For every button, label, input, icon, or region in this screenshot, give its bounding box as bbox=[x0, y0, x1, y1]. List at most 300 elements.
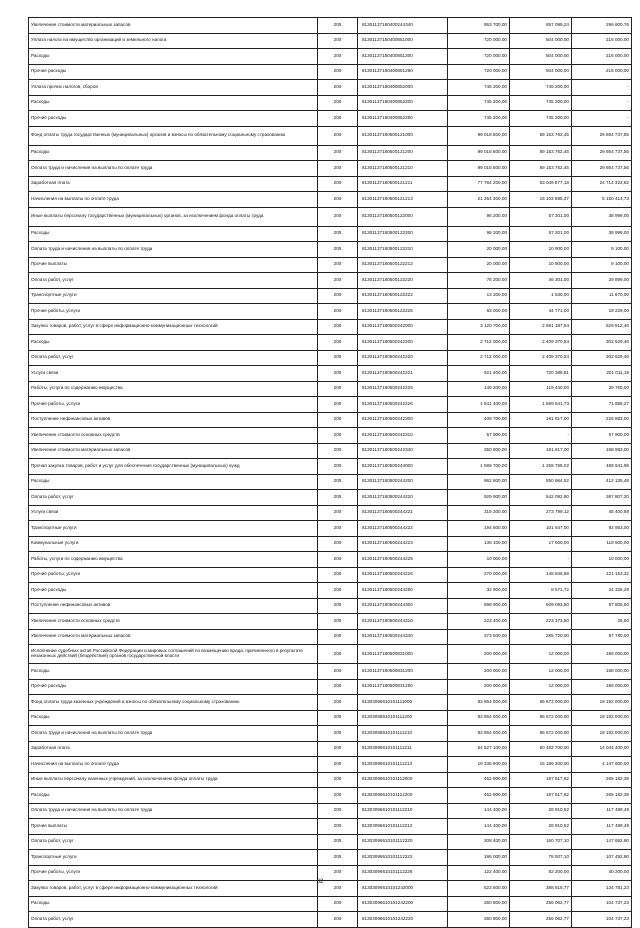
row-executed-amount: 57 201,00 bbox=[510, 207, 572, 226]
row-name: Иные выплаты персоналу казенных учреждений, за исключением фонда оплаты труда bbox=[29, 772, 318, 788]
row-name: Транспортные услуги bbox=[29, 521, 318, 537]
row-code: 200 bbox=[318, 850, 358, 866]
row-executed-amount: 223 373,50 bbox=[510, 614, 572, 630]
row-code: 200 bbox=[318, 192, 358, 208]
row-executed-amount: 160 707,10 bbox=[510, 834, 572, 850]
row-approved-amount: 99 018 500,00 bbox=[448, 161, 510, 177]
table-row bbox=[29, 335, 632, 351]
row-executed-amount: 1 569 541,73 bbox=[510, 397, 572, 413]
row-name: Заработная плата bbox=[29, 741, 318, 757]
row-executed-amount: 69 153 762,45 bbox=[510, 161, 572, 177]
row-approved-amount: 523 600,00 bbox=[448, 881, 510, 897]
row-approved-amount: 745 200,00 bbox=[448, 95, 510, 111]
row-classification-code: 81301137180500121213 bbox=[358, 192, 448, 208]
row-code: 200 bbox=[318, 207, 358, 226]
row-executed-amount: 745 200,00 bbox=[510, 95, 572, 111]
row-code: 200 bbox=[318, 679, 358, 695]
row-code: 200 bbox=[318, 335, 358, 351]
table-row bbox=[29, 788, 632, 804]
row-executed-amount: 148 846,68 bbox=[510, 567, 572, 583]
row-classification-code: 81301137180500242000 bbox=[358, 319, 448, 335]
row-executed-amount: 1 530,00 bbox=[510, 288, 572, 304]
row-approved-amount: 953 700,00 bbox=[448, 18, 510, 34]
row-executed-amount: 504 000,00 bbox=[510, 33, 572, 49]
row-code: 200 bbox=[318, 881, 358, 897]
table-row bbox=[29, 664, 632, 680]
row-executed-amount: 17 600,00 bbox=[510, 536, 572, 552]
row-name: Оплата работ, услуг bbox=[29, 350, 318, 366]
row-name: Поступление нефинансовых активов bbox=[29, 598, 318, 614]
row-unexecuted-amount: 18 192 000,00 bbox=[572, 695, 632, 711]
row-code: 200 bbox=[318, 645, 358, 664]
table-row bbox=[29, 319, 632, 335]
row-code: 200 bbox=[318, 304, 358, 320]
row-unexecuted-amount: 188 000,00 bbox=[572, 664, 632, 680]
row-executed-amount: 12 000,00 bbox=[510, 679, 572, 695]
row-unexecuted-amount: 107 492,90 bbox=[572, 850, 632, 866]
row-unexecuted-amount: 296 600,76 bbox=[572, 18, 632, 34]
table-row bbox=[29, 459, 632, 475]
table-row bbox=[29, 695, 632, 711]
row-name: Транспортные услуги bbox=[29, 288, 318, 304]
row-approved-amount: 598 900,00 bbox=[448, 598, 510, 614]
row-code: 200 bbox=[318, 288, 358, 304]
table-row bbox=[29, 288, 632, 304]
row-unexecuted-amount: 168 983,00 bbox=[572, 443, 632, 459]
row-executed-amount: 26 910,52 bbox=[510, 819, 572, 835]
row-unexecuted-amount: 201 011,19 bbox=[572, 366, 632, 382]
row-code: 200 bbox=[318, 664, 358, 680]
row-code: 200 bbox=[318, 710, 358, 726]
row-executed-amount: 2 591 187,54 bbox=[510, 319, 572, 335]
row-code: 200 bbox=[318, 257, 358, 273]
row-classification-code: 81301137180500244220 bbox=[358, 490, 448, 506]
row-executed-amount: 44 771,00 bbox=[510, 304, 572, 320]
row-approved-amount: 99 018 500,00 bbox=[448, 145, 510, 161]
row-unexecuted-amount: 87 806,50 bbox=[572, 598, 632, 614]
row-approved-amount: 270 000,00 bbox=[448, 567, 510, 583]
row-executed-amount: 1 259 758,02 bbox=[510, 459, 572, 475]
row-name: Прочие работы, услуги bbox=[29, 304, 318, 320]
row-approved-amount: 360 800,00 bbox=[448, 896, 510, 912]
row-classification-code: 81301137180400244340 bbox=[358, 18, 448, 34]
row-classification-code: 81303096610101112210 bbox=[358, 803, 448, 819]
row-name: Прочие расходы bbox=[29, 583, 318, 599]
row-code: 200 bbox=[318, 95, 358, 111]
row-approved-amount: 373 500,00 bbox=[448, 629, 510, 645]
row-executed-amount: 69 153 762,45 bbox=[510, 145, 572, 161]
row-unexecuted-amount: 26,50 bbox=[572, 614, 632, 630]
table-row bbox=[29, 304, 632, 320]
row-executed-amount: 82 200,00 bbox=[510, 865, 572, 881]
row-classification-code: 81301137180500242310 bbox=[358, 428, 448, 444]
row-unexecuted-amount: 265 182,38 bbox=[572, 788, 632, 804]
row-executed-amount: 256 062,77 bbox=[510, 896, 572, 912]
row-code: 200 bbox=[318, 366, 358, 382]
row-name: Расходы bbox=[29, 335, 318, 351]
row-classification-code: 81301137180500242225 bbox=[358, 381, 448, 397]
row-approved-amount: 144 400,00 bbox=[448, 819, 510, 835]
row-approved-amount: 10 000,00 bbox=[448, 552, 510, 568]
row-code: 200 bbox=[318, 505, 358, 521]
row-approved-amount: 3 120 700,00 bbox=[448, 319, 510, 335]
row-unexecuted-amount: 265 182,38 bbox=[572, 772, 632, 788]
row-unexecuted-amount: 302 629,46 bbox=[572, 350, 632, 366]
row-unexecuted-amount: 387 807,20 bbox=[572, 490, 632, 506]
row-executed-amount: 509 093,50 bbox=[510, 598, 572, 614]
row-classification-code: 81301137180500244223 bbox=[358, 536, 448, 552]
table-row bbox=[29, 679, 632, 695]
row-approved-amount: 720 000,00 bbox=[448, 49, 510, 65]
row-executed-amount: 745 200,00 bbox=[510, 80, 572, 96]
table-row bbox=[29, 645, 632, 664]
row-unexecuted-amount: 134 781,23 bbox=[572, 881, 632, 897]
row-code: 200 bbox=[318, 474, 358, 490]
row-executed-amount: 187 617,62 bbox=[510, 772, 572, 788]
table-row bbox=[29, 381, 632, 397]
row-code: 200 bbox=[318, 490, 358, 506]
row-name: Иные выплаты персоналу государственных (муниципальных) органов, за исключением фонда оплаты труда bbox=[29, 207, 318, 226]
row-unexecuted-amount: 38 999,00 bbox=[572, 207, 632, 226]
page-number: 82 bbox=[316, 879, 324, 885]
row-name: Расходы bbox=[29, 788, 318, 804]
row-code: 200 bbox=[318, 788, 358, 804]
row-approved-amount: 99 018 500,00 bbox=[448, 126, 510, 145]
row-unexecuted-amount: - bbox=[572, 95, 632, 111]
row-approved-amount: 350 800,00 bbox=[448, 443, 510, 459]
row-classification-code: 81301137180500242200 bbox=[358, 335, 448, 351]
row-unexecuted-amount: 29 864 737,55 bbox=[572, 161, 632, 177]
row-name: Расходы bbox=[29, 145, 318, 161]
row-code: 200 bbox=[318, 819, 358, 835]
row-executed-amount: 187 617,62 bbox=[510, 788, 572, 804]
row-executed-amount: 10 900,00 bbox=[510, 257, 572, 273]
table-row bbox=[29, 850, 632, 866]
row-approved-amount: 745 200,00 bbox=[448, 80, 510, 96]
row-code: 200 bbox=[318, 772, 358, 788]
row-unexecuted-amount: 117 489,48 bbox=[572, 819, 632, 835]
row-code: 200 bbox=[318, 397, 358, 413]
row-code: 200 bbox=[318, 536, 358, 552]
row-code: 200 bbox=[318, 521, 358, 537]
row-classification-code: 81301137180500831000 bbox=[358, 645, 448, 664]
row-unexecuted-amount: 216 000,00 bbox=[572, 64, 632, 80]
row-approved-amount: 13 200,00 bbox=[448, 288, 510, 304]
row-approved-amount: 32 900,00 bbox=[448, 583, 510, 599]
table-row bbox=[29, 521, 632, 537]
row-name: Оплата работ, услуг bbox=[29, 834, 318, 850]
row-executed-amount: 745 200,00 bbox=[510, 111, 572, 127]
row-executed-amount: 8 571,72 bbox=[510, 583, 572, 599]
row-approved-amount: 921 400,00 bbox=[448, 366, 510, 382]
row-classification-code: 81301137180500242221 bbox=[358, 366, 448, 382]
row-name: Прочие работы, услуги bbox=[29, 865, 318, 881]
row-classification-code: 81303096610101112220 bbox=[358, 834, 448, 850]
row-name: Увеличение стоимости основных средств bbox=[29, 614, 318, 630]
row-approved-amount: 962 800,00 bbox=[448, 474, 510, 490]
row-classification-code: 81303096610101111000 bbox=[358, 695, 448, 711]
row-unexecuted-amount: 188 000,00 bbox=[572, 679, 632, 695]
row-code: 200 bbox=[318, 226, 358, 242]
row-name: Коммунальные услуги bbox=[29, 536, 318, 552]
row-classification-code: 81303096610101112200 bbox=[358, 788, 448, 804]
row-name: Оплата труда и начисления на выплаты по оплате труда bbox=[29, 242, 318, 258]
row-name: Уплата прочих налогов, сборов bbox=[29, 80, 318, 96]
row-classification-code: 81303096610101111211 bbox=[358, 741, 448, 757]
row-classification-code: 81301137180400851000 bbox=[358, 33, 448, 49]
row-executed-amount: 101 647,00 bbox=[510, 521, 572, 537]
row-name: Исполнение судебных актов Российской Федерации и мировых соглашений по возмещению вреда, причиненного в результате незаконных действий (бездействия) органов государственной власти bbox=[29, 645, 318, 664]
row-classification-code: 81303096610101112000 bbox=[358, 772, 448, 788]
row-name: Работы, услуги по содержанию имущества bbox=[29, 381, 318, 397]
row-unexecuted-amount: 216 000,00 bbox=[572, 33, 632, 49]
row-approved-amount: 19 336 900,00 bbox=[448, 757, 510, 773]
table-row bbox=[29, 412, 632, 428]
row-executed-amount: 46 301,00 bbox=[510, 273, 572, 289]
table-row bbox=[29, 505, 632, 521]
table-row bbox=[29, 803, 632, 819]
row-executed-amount: 256 062,77 bbox=[510, 912, 572, 928]
row-executed-amount: 504 000,00 bbox=[510, 49, 572, 65]
expense-table-body bbox=[29, 18, 632, 928]
row-unexecuted-amount: 5 150 414,73 bbox=[572, 192, 632, 208]
table-row bbox=[29, 80, 632, 96]
table-row bbox=[29, 126, 632, 145]
row-approved-amount: 745 200,00 bbox=[448, 111, 510, 127]
table-row bbox=[29, 536, 632, 552]
row-name: Расходы bbox=[29, 896, 318, 912]
table-row bbox=[29, 397, 632, 413]
row-classification-code: 81301137180500122220 bbox=[358, 273, 448, 289]
row-unexecuted-amount: 489 941,98 bbox=[572, 459, 632, 475]
row-unexecuted-amount: 57 900,00 bbox=[572, 428, 632, 444]
row-executed-amount: 15 189 300,00 bbox=[510, 757, 572, 773]
row-code: 200 bbox=[318, 726, 358, 742]
row-approved-amount: 149 200,00 bbox=[448, 381, 510, 397]
row-code: 200 bbox=[318, 350, 358, 366]
row-classification-code: 81301137180500244340 bbox=[358, 629, 448, 645]
row-unexecuted-amount: 117 489,48 bbox=[572, 803, 632, 819]
row-code: 200 bbox=[318, 912, 358, 928]
row-approved-amount: 223 400,00 bbox=[448, 614, 510, 630]
table-row bbox=[29, 896, 632, 912]
row-classification-code: 81301137180500242220 bbox=[358, 350, 448, 366]
row-name: Прочие расходы bbox=[29, 64, 318, 80]
table-row bbox=[29, 567, 632, 583]
table-row bbox=[29, 64, 632, 80]
row-code: 200 bbox=[318, 443, 358, 459]
row-unexecuted-amount: 24 328,28 bbox=[572, 583, 632, 599]
row-classification-code: 81303096610101242000 bbox=[358, 881, 448, 897]
row-classification-code: 81301137180500831200 bbox=[358, 664, 448, 680]
row-code: 200 bbox=[318, 803, 358, 819]
row-executed-amount: 119 440,00 bbox=[510, 381, 572, 397]
row-unexecuted-amount: 92 953,00 bbox=[572, 521, 632, 537]
row-unexecuted-amount: 9 100,00 bbox=[572, 257, 632, 273]
row-name: Прочие расходы bbox=[29, 111, 318, 127]
row-name: Фонд оплаты труда государственных (муниципальных) органов и взносы по обязательному социальному страхованию bbox=[29, 126, 318, 145]
row-classification-code: 81301137180500244290 bbox=[358, 583, 448, 599]
row-approved-amount: 20 000,00 bbox=[448, 242, 510, 258]
table-row bbox=[29, 741, 632, 757]
row-classification-code: 81301137180500121200 bbox=[358, 145, 448, 161]
row-code: 200 bbox=[318, 273, 358, 289]
row-unexecuted-amount: 18 192 000,00 bbox=[572, 710, 632, 726]
row-name: Оплата работ, услуг bbox=[29, 912, 318, 928]
table-row bbox=[29, 598, 632, 614]
row-name: Увеличение стоимости материальных запасов bbox=[29, 443, 318, 459]
table-row bbox=[29, 552, 632, 568]
row-executed-amount: 504 000,00 bbox=[510, 64, 572, 80]
row-code: 200 bbox=[318, 319, 358, 335]
row-unexecuted-amount: 18 192 000,00 bbox=[572, 726, 632, 742]
row-code: 200 bbox=[318, 412, 358, 428]
row-name: Расходы bbox=[29, 710, 318, 726]
row-name: Расходы bbox=[29, 226, 318, 242]
row-approved-amount: 720 000,00 bbox=[448, 33, 510, 49]
row-name: Расходы bbox=[29, 49, 318, 65]
row-unexecuted-amount: 4 147 600,00 bbox=[572, 757, 632, 773]
row-classification-code: 81301137180500244310 bbox=[358, 614, 448, 630]
row-classification-code: 81301137180500121210 bbox=[358, 161, 448, 177]
row-name: Начисления на выплаты по оплате труда bbox=[29, 192, 318, 208]
table-row bbox=[29, 226, 632, 242]
table-row bbox=[29, 257, 632, 273]
table-row bbox=[29, 819, 632, 835]
row-classification-code: 81301137180500122210 bbox=[358, 242, 448, 258]
row-approved-amount: 96 200,00 bbox=[448, 207, 510, 226]
row-code: 200 bbox=[318, 381, 358, 397]
row-unexecuted-amount: 71 858,27 bbox=[572, 397, 632, 413]
row-name: Прочие работы, услуги bbox=[29, 397, 318, 413]
row-unexecuted-amount: 529 512,46 bbox=[572, 319, 632, 335]
row-classification-code: 81301137180500242300 bbox=[358, 412, 448, 428]
row-executed-amount: 285 720,00 bbox=[510, 629, 572, 645]
row-name: Оплата работ, услуг bbox=[29, 273, 318, 289]
table-row bbox=[29, 772, 632, 788]
row-classification-code: 81303096610101242220 bbox=[358, 912, 448, 928]
row-approved-amount: 96 200,00 bbox=[448, 226, 510, 242]
table-row bbox=[29, 834, 632, 850]
row-unexecuted-amount: 24 714 322,82 bbox=[572, 176, 632, 192]
row-approved-amount: 136 100,00 bbox=[448, 536, 510, 552]
row-unexecuted-amount: 45 400,88 bbox=[572, 505, 632, 521]
row-name: Транспортные услуги bbox=[29, 850, 318, 866]
row-approved-amount: 408 700,00 bbox=[448, 412, 510, 428]
row-code: 200 bbox=[318, 49, 358, 65]
row-executed-amount: 720 388,81 bbox=[510, 366, 572, 382]
row-approved-amount: 20 000,00 bbox=[448, 257, 510, 273]
expense-table bbox=[28, 17, 632, 928]
row-executed-amount: 657 099,24 bbox=[510, 18, 572, 34]
row-classification-code: 81301137180500122212 bbox=[358, 257, 448, 273]
row-executed-amount: 542 092,80 bbox=[510, 490, 572, 506]
row-executed-amount: 12 000,00 bbox=[510, 645, 572, 664]
row-code: 200 bbox=[318, 428, 358, 444]
row-code: 200 bbox=[318, 896, 358, 912]
row-name: Прочие работы, услуги bbox=[29, 567, 318, 583]
row-name: Прочие выплаты bbox=[29, 257, 318, 273]
row-name: Прочая закупка товаров, работ и услуг для обеспечения государственных (муниципальных) нужд bbox=[29, 459, 318, 475]
row-code: 200 bbox=[318, 80, 358, 96]
row-code: 200 bbox=[318, 695, 358, 711]
table-row bbox=[29, 18, 632, 34]
row-unexecuted-amount: 29 760,00 bbox=[572, 381, 632, 397]
row-unexecuted-amount: 188 000,00 bbox=[572, 645, 632, 664]
row-code: 200 bbox=[318, 865, 358, 881]
row-code: 200 bbox=[318, 567, 358, 583]
row-unexecuted-amount: 302 629,46 bbox=[572, 335, 632, 351]
row-approved-amount: 200 000,00 bbox=[448, 679, 510, 695]
row-classification-code: 81301137180500122222 bbox=[358, 288, 448, 304]
row-name: Расходы bbox=[29, 95, 318, 111]
row-classification-code: 81303096610101112222 bbox=[358, 850, 448, 866]
row-executed-amount: 53 049 877,18 bbox=[510, 176, 572, 192]
row-executed-amount: 50 482 700,00 bbox=[510, 741, 572, 757]
row-code: 200 bbox=[318, 834, 358, 850]
row-approved-amount: 21 254 300,00 bbox=[448, 192, 510, 208]
row-classification-code: 81301137180500244200 bbox=[358, 474, 448, 490]
row-executed-amount: 2 409 370,54 bbox=[510, 350, 572, 366]
row-name: Заработная плата bbox=[29, 176, 318, 192]
row-name: Прочие выплаты bbox=[29, 819, 318, 835]
row-code: 200 bbox=[318, 111, 358, 127]
row-code: 200 bbox=[318, 757, 358, 773]
row-approved-amount: 83 864 000,00 bbox=[448, 710, 510, 726]
row-approved-amount: 186 000,00 bbox=[448, 850, 510, 866]
row-unexecuted-amount: 9 100,00 bbox=[572, 242, 632, 258]
row-executed-amount: 26 910,52 bbox=[510, 803, 572, 819]
row-approved-amount: 83 864 000,00 bbox=[448, 695, 510, 711]
row-classification-code: 81301137180400852290 bbox=[358, 111, 448, 127]
row-classification-code: 81301137180500831290 bbox=[358, 679, 448, 695]
row-executed-amount: 65 672 000,00 bbox=[510, 726, 572, 742]
row-unexecuted-amount: 10 000,00 bbox=[572, 552, 632, 568]
row-unexecuted-amount: 18 229,00 bbox=[572, 304, 632, 320]
row-unexecuted-amount: 121 153,32 bbox=[572, 567, 632, 583]
row-code: 200 bbox=[318, 18, 358, 34]
row-unexecuted-amount: 29 864 737,55 bbox=[572, 145, 632, 161]
row-approved-amount: 76 200,00 bbox=[448, 273, 510, 289]
row-name: Увеличение стоимости основных средств bbox=[29, 428, 318, 444]
row-unexecuted-amount: 216 000,00 bbox=[572, 49, 632, 65]
row-classification-code: 81301137180400852000 bbox=[358, 80, 448, 96]
row-unexecuted-amount: 40 200,00 bbox=[572, 865, 632, 881]
row-name: Поступление нефинансовых активов bbox=[29, 412, 318, 428]
row-executed-amount: 78 507,10 bbox=[510, 850, 572, 866]
row-classification-code: 81301137180400852200 bbox=[358, 95, 448, 111]
row-executed-amount: 181 817,00 bbox=[510, 412, 572, 428]
row-executed-amount: 273 799,12 bbox=[510, 505, 572, 521]
row-executed-amount: 16 103 885,27 bbox=[510, 192, 572, 208]
row-classification-code: 81301137180500242340 bbox=[358, 443, 448, 459]
row-approved-amount: 2 712 000,00 bbox=[448, 335, 510, 351]
row-executed-amount: - bbox=[510, 428, 572, 444]
row-code: 200 bbox=[318, 629, 358, 645]
row-classification-code: 81301137180500244226 bbox=[358, 567, 448, 583]
row-executed-amount: - bbox=[510, 552, 572, 568]
row-executed-amount: 181 817,00 bbox=[510, 443, 572, 459]
row-approved-amount: 64 527 100,00 bbox=[448, 741, 510, 757]
table-row bbox=[29, 912, 632, 928]
row-name: Закупка товаров, работ, услуг в сфере информационно-коммуникационных технологий bbox=[29, 319, 318, 335]
row-approved-amount: 452 800,00 bbox=[448, 788, 510, 804]
row-name: Прочие расходы bbox=[29, 679, 318, 695]
row-executed-amount: 69 153 762,45 bbox=[510, 126, 572, 145]
row-classification-code: 81301137180500244221 bbox=[358, 505, 448, 521]
row-name: Фонд оплаты труда казенных учреждений и взносы по обязательному социальному страхованию bbox=[29, 695, 318, 711]
row-classification-code: 81301137180500242226 bbox=[358, 397, 448, 413]
